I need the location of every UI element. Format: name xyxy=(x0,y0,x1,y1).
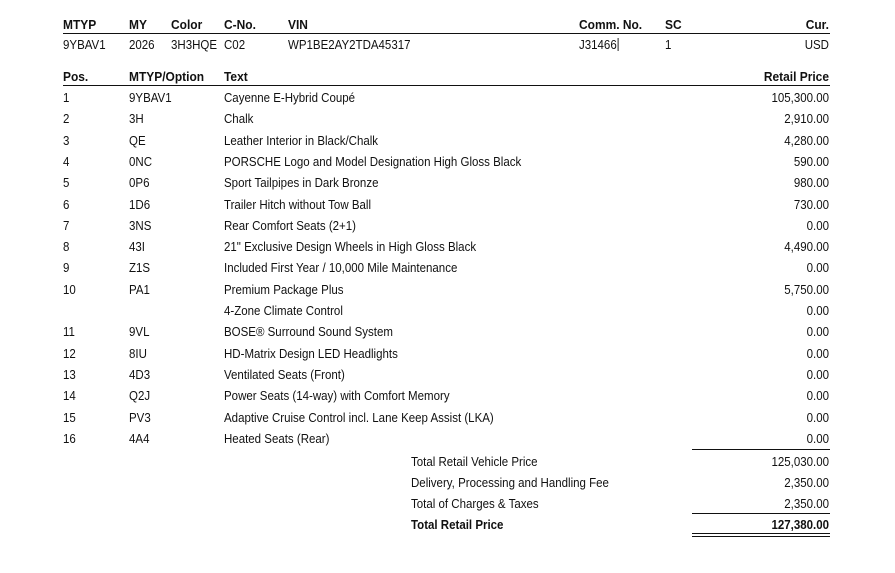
row-description: Premium Package Plus xyxy=(224,283,344,297)
row-description: Leather Interior in Black/Chalk xyxy=(224,134,379,148)
column-header-option: MTYP/Option xyxy=(129,69,205,84)
row-retail-price: 730.00 xyxy=(793,198,829,212)
total-retail-vehicle-price-label: Total Retail Vehicle Price xyxy=(411,455,538,469)
total-retail-price-label: Total Retail Price xyxy=(411,518,504,532)
row-description: Cayenne E-Hybrid Coupé xyxy=(224,91,356,105)
row-retail-price: 0.00 xyxy=(806,304,829,318)
column-header-retail-price: Retail Price xyxy=(763,69,829,84)
header-value-currency: USD xyxy=(804,38,829,52)
row-retail-price: 0.00 xyxy=(806,261,829,275)
grand-total-double-line-1 xyxy=(692,533,830,534)
row-retail-price: 0.00 xyxy=(806,432,829,446)
row-description: Power Seats (14-way) with Comfort Memory xyxy=(224,389,450,403)
row-option-code: 43I xyxy=(129,240,145,254)
header-value-color: 3H3HQE xyxy=(171,38,218,52)
row-option-code: 3H xyxy=(129,112,144,126)
charges-taxes-value: 2,350.00 xyxy=(784,497,829,511)
row-pos: 6 xyxy=(63,198,70,212)
row-option-code: QE xyxy=(129,134,146,148)
row-description: Heated Seats (Rear) xyxy=(224,432,330,446)
header-label-my: MY xyxy=(129,17,147,32)
header-value-my: 2026 xyxy=(129,38,155,52)
header-value-cno: C02 xyxy=(224,38,246,52)
row-description: HD-Matrix Design LED Headlights xyxy=(224,347,398,361)
row-description: PORSCHE Logo and Model Designation High Gloss Black xyxy=(224,155,522,169)
row-pos: 13 xyxy=(63,368,76,382)
row-pos: 10 xyxy=(63,283,76,297)
row-pos: 9 xyxy=(63,261,70,275)
row-pos: 2 xyxy=(63,112,70,126)
header-value-vin: WP1BE2AY2TDA45317 xyxy=(288,38,411,52)
row-pos: 7 xyxy=(63,219,70,233)
row-option-code: 9VL xyxy=(129,325,150,339)
row-option-code: 9YBAV1 xyxy=(129,91,172,105)
header-value-comm-no: J31466 xyxy=(579,38,617,52)
total-retail-vehicle-price-value: 125,030.00 xyxy=(771,455,829,469)
row-retail-price: 980.00 xyxy=(793,176,829,190)
table-header-underline xyxy=(63,85,830,86)
row-option-code: Q2J xyxy=(129,389,151,403)
row-retail-price: 0.00 xyxy=(806,368,829,382)
row-retail-price: 590.00 xyxy=(793,155,829,169)
delivery-fee-value: 2,350.00 xyxy=(784,476,829,490)
header-label-mtyp: MTYP xyxy=(63,17,97,32)
row-option-code: 1D6 xyxy=(129,198,151,212)
row-pos: 11 xyxy=(63,325,75,339)
row-retail-price: 4,490.00 xyxy=(784,240,829,254)
row-pos: 14 xyxy=(63,389,76,403)
row-pos: 12 xyxy=(63,347,76,361)
header-label-sc: SC xyxy=(665,17,682,32)
row-pos: 16 xyxy=(63,432,76,446)
row-option-code: PA1 xyxy=(129,283,150,297)
row-pos: 8 xyxy=(63,240,70,254)
comm-no-field[interactable] xyxy=(579,38,619,52)
row-option-code: 8IU xyxy=(129,347,147,361)
row-description: BOSE® Surround Sound System xyxy=(224,325,393,339)
row-pos: 5 xyxy=(63,176,70,190)
row-pos: 4 xyxy=(63,155,70,169)
column-header-text: Text xyxy=(224,69,248,84)
delivery-fee-label: Delivery, Processing and Handling Fee xyxy=(411,476,609,490)
header-value-mtyp: 9YBAV1 xyxy=(63,38,106,52)
row-description: 21" Exclusive Design Wheels in High Gloss Black xyxy=(224,240,477,254)
row-retail-price: 0.00 xyxy=(806,411,829,425)
row-pos: 15 xyxy=(63,411,76,425)
row-retail-price: 0.00 xyxy=(806,389,829,403)
row-retail-price: 0.00 xyxy=(806,219,829,233)
row-description: Rear Comfort Seats (2+1) xyxy=(224,219,356,233)
row-option-code: 4A4 xyxy=(129,432,150,446)
row-option-code: 0P6 xyxy=(129,176,150,190)
row-option-code: PV3 xyxy=(129,411,151,425)
row-option-code: 3NS xyxy=(129,219,152,233)
row-retail-price: 2,910.00 xyxy=(784,112,829,126)
header-label-cno: C-No. xyxy=(224,17,256,32)
row-description: 4-Zone Climate Control xyxy=(224,304,343,318)
row-retail-price: 5,750.00 xyxy=(784,283,829,297)
header-label-color: Color xyxy=(171,17,203,32)
grand-total-double-line-2 xyxy=(692,536,830,537)
row-description: Trailer Hitch without Tow Ball xyxy=(224,198,371,212)
row-retail-price: 0.00 xyxy=(806,347,829,361)
row-retail-price: 0.00 xyxy=(806,325,829,339)
column-header-pos: Pos. xyxy=(63,69,89,84)
row-option-code: 4D3 xyxy=(129,368,151,382)
row-retail-price: 105,300.00 xyxy=(771,91,829,105)
charges-taxes-label: Total of Charges & Taxes xyxy=(411,497,539,511)
header-label-vin: VIN xyxy=(288,17,308,32)
row-pos: 3 xyxy=(63,134,70,148)
row-description: Chalk xyxy=(224,112,254,126)
row-option-code: Z1S xyxy=(129,261,151,275)
grand-total-top-line xyxy=(692,513,830,514)
row-description: Adaptive Cruise Control incl. Lane Keep Assist (LKA) xyxy=(224,411,494,425)
row-description: Included First Year / 10,000 Mile Maintenance xyxy=(224,261,458,275)
row-pos: 1 xyxy=(63,91,70,105)
text-cursor xyxy=(618,38,619,51)
row-description: Sport Tailpipes in Dark Bronze xyxy=(224,176,379,190)
row-retail-price: 4,280.00 xyxy=(784,134,829,148)
row-option-code: 0NC xyxy=(129,155,153,169)
header-label-currency: Cur. xyxy=(805,17,829,32)
header-value-sc: 1 xyxy=(665,38,672,52)
header-label-comm-no: Comm. No. xyxy=(579,17,643,32)
totals-separator-line xyxy=(692,449,830,450)
header-underline xyxy=(63,33,830,34)
total-retail-price-value: 127,380.00 xyxy=(771,518,829,532)
row-description: Ventilated Seats (Front) xyxy=(224,368,345,382)
